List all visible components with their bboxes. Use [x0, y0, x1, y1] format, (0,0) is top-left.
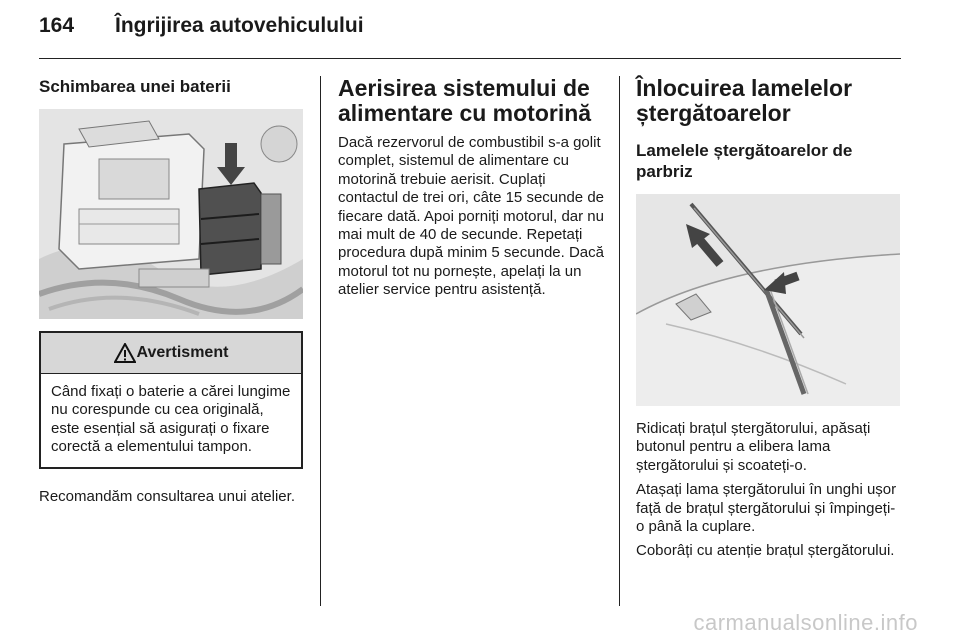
wiper-step-2: Atașați lama ștergătorului în unghi ușor față de brațul ștergătorului și împingeți-o până la cuplare. — [636, 481, 897, 536]
subsection-title-windscreen: Lamelele ștergătoarelor de parbriz — [636, 141, 853, 181]
battery-illustration — [39, 109, 303, 319]
warning-header — [41, 333, 301, 374]
column-divider-1 — [320, 76, 321, 606]
column-wipers — [636, 76, 902, 561]
wiper-step-3: Coborâți cu atenție brațul ștergătorului. — [636, 542, 895, 560]
watermark: carmanualsonline.info — [693, 610, 918, 635]
column-battery — [39, 76, 303, 506]
recommendation-text: Recomandăm consultarea unui atelier. — [39, 487, 295, 505]
header-divider — [39, 58, 901, 59]
warning-triangle-icon — [114, 343, 136, 363]
wiper-illustration — [636, 194, 900, 406]
page-number: 164 — [39, 14, 75, 37]
section-title-battery: Schimbarea unei baterii — [39, 77, 231, 96]
diesel-paragraph: Dacă rezervorul de combustibil s-a golit complet, sistemul de alimentare cu motorină trebuie aerisit. Cuplați contactul de trei ori, câte 15 secunde de fiecare dată. Apoi porniți motorul, dar nu mai mult de 40 de secunde. Repetați procedura după minim 5 secunde. Dacă motorul tot nu pornește, apelați la un atelier service pentru asistență. — [338, 134, 605, 299]
section-title-diesel: Aerisirea sistemului de alimentare cu motorină — [338, 75, 592, 126]
column-divider-2 — [619, 76, 620, 606]
warning-label: Avertisment — [136, 344, 229, 361]
warning-text: Când fixați o baterie a cărei lungime nu corespunde cu cea originală, este esențial să asigurați o fixare corectă a elementului tampon. — [51, 383, 291, 456]
page-header — [39, 14, 364, 38]
section-title-wipers: Înlocuirea lamelelor ștergătoarelor — [636, 75, 853, 126]
chapter-title: Îngrijirea autovehiculului — [115, 14, 364, 37]
warning-box — [39, 331, 303, 469]
wiper-step-1: Ridicați brațul ștergătorului, apăsați butonul pentru a elibera lama ștergătorului și scoateți-o. — [636, 420, 871, 474]
column-diesel — [338, 76, 606, 300]
